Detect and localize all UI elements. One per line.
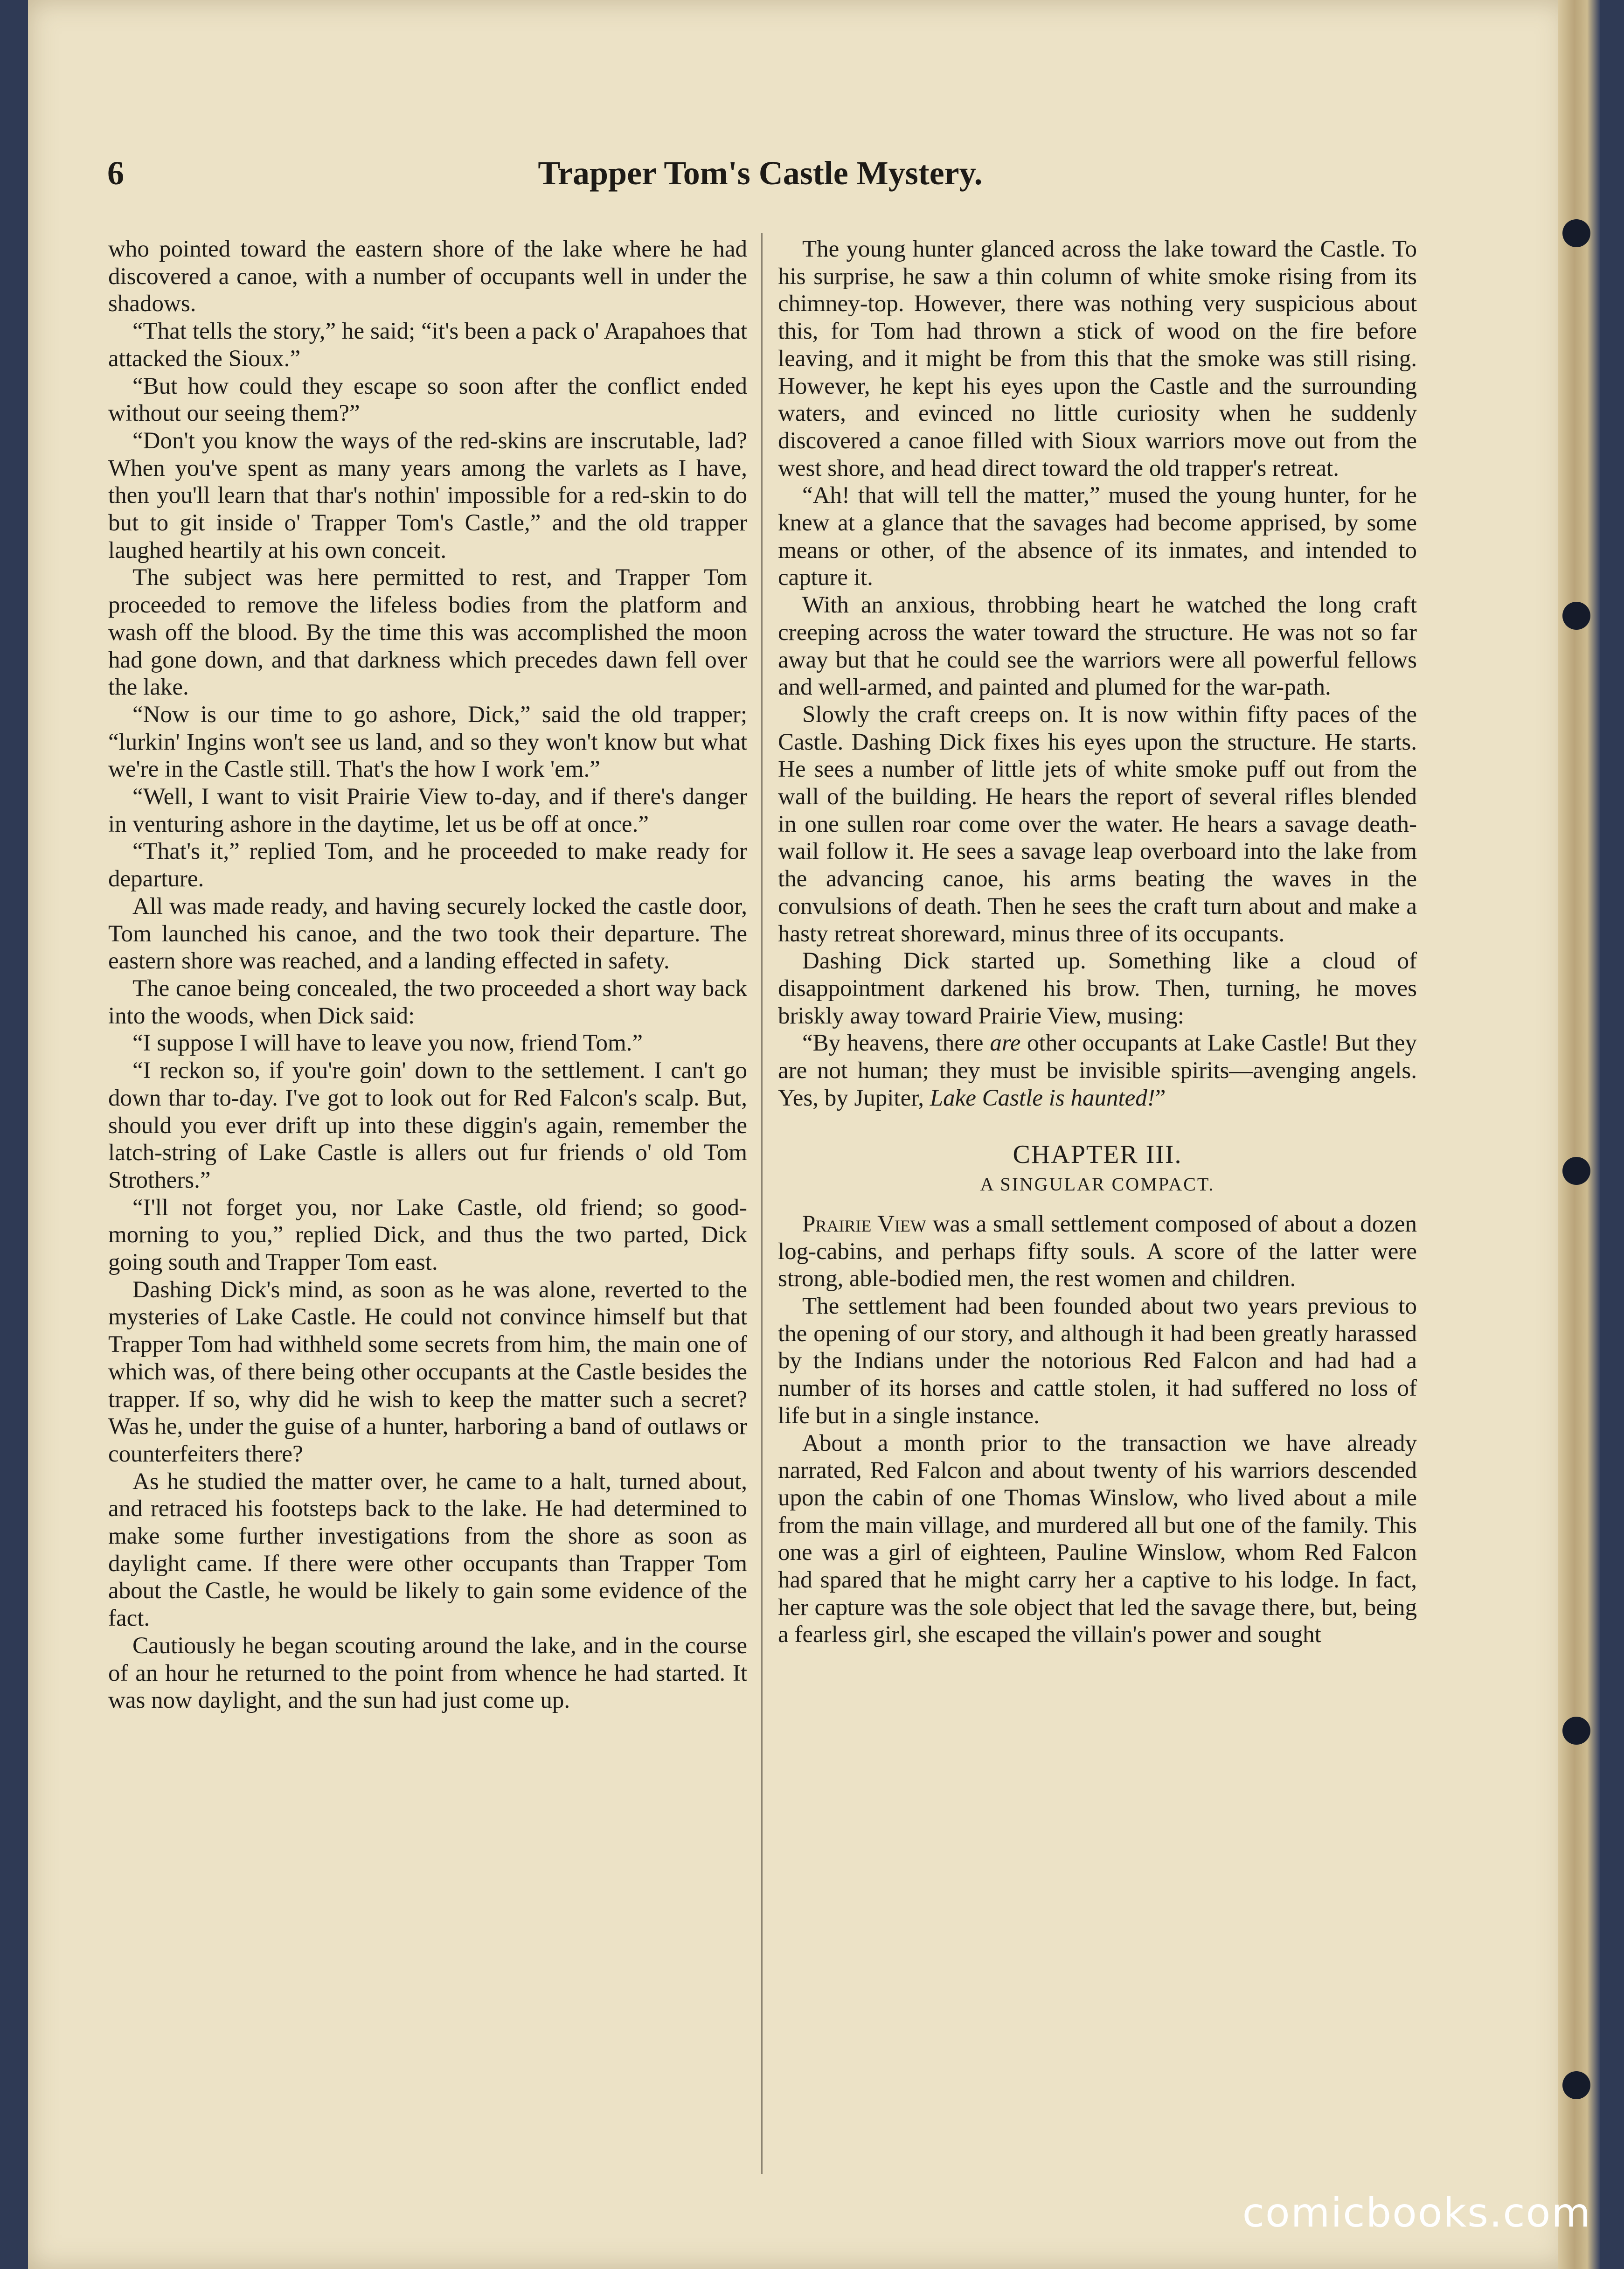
paragraph: Dashing Dick's mind, as soon as he was alone, reverted to the mysteries of Lake Castle. He could not convince himself but that Trapper Tom had withheld some secrets from him, the main one of which was, of there being other occupants at the Castle besides the trapper. If so, why did he wish to keep the matter such a secret? Was he, under the guise of a hunter, harboring a band of outlaws or counterfeiters there?	[108, 1276, 747, 1467]
paragraph: “That tells the story,” he said; “it's been a pack o' Arapahoes that attacked the Sioux.”	[108, 318, 747, 372]
watermark: comicbooks.com	[1242, 2190, 1591, 2236]
chapter-subtitle: A SINGULAR COMPACT.	[980, 1174, 1215, 1195]
paragraph: “That's it,” replied Tom, and he proceeded to make ready for departure.	[108, 838, 747, 892]
stitch-hole	[1562, 602, 1590, 630]
paragraph: “I suppose I will have to leave you now, friend Tom.”	[132, 1030, 643, 1057]
chapter-lead-words: Prairie View	[802, 1211, 926, 1237]
stitch-hole	[1562, 219, 1590, 247]
paragraph: Dashing Dick started up. Something like a cloud of disappointment darkened his brow. Then, turning, he moves briskly away toward Prairie View, musing:	[778, 948, 1417, 1029]
paragraph: The settlement had been founded about two years previous to the opening of our story, and although it had been greatly harassed by the Indians under the notorious Red Falcon and had had a number of its horses and cattle stolen, it had suffered no loss of life but in a single instance.	[778, 1293, 1417, 1429]
stitch-hole	[1562, 1717, 1590, 1745]
chapter-opening-text: was a small settlement composed of about a dozen log-cabins, and perhaps fifty souls. A score of the latter were strong, able-bodied men, the rest women and children.	[778, 1211, 1417, 1292]
paragraph: The subject was here permitted to rest, and Trapper Tom proceeded to remove the lifeless bodies from the platform and wash off the blood. By the time this was accomplished the moon had gone down, and that darkness which precedes dawn fell over the lake.	[108, 564, 747, 701]
paragraph: As he studied the matter over, he came to a halt, turned about, and retraced his footsteps back to the lake. He had determined to make some further investigations from the shore as soon as daylight came. If there were other occupants than Trapper Tom about the Castle, he would be likely to gain some evidence of the fact.	[108, 1468, 747, 1632]
page-header	[107, 145, 1413, 210]
paragraph: Slowly the craft creeps on. It is now within fifty paces of the Castle. Dashing Dick fixes his eyes upon the structure. He starts. He sees a number of little jets of white smoke puff out from the wall of the building. He hears the report of several rifles blended in one sullen roar come over the water. He hears a savage death-wail follow it. He sees a savage leap overboard into the lake from the advancing canoe, his arms beating the waves in the convulsions of death. Then he sees the craft turn about and make a hasty retreat shoreward, minus three of its occupants.	[778, 701, 1417, 947]
column-divider	[761, 233, 763, 2174]
paragraph: About a month prior to the transaction we have already narrated, Red Falcon and about twenty of his warriors descended upon the cabin of one Thomas Winslow, who lived about a mile from the main village, and murdered all but one of the family. This one was a girl of eighteen, Pauline Winslow, whom Red Falcon had spared that he might carry her a captive to his lodge. In fact, her capture was the sole object that led the savage there, but, being a fearless girl, she escaped the villain's power and sought	[778, 1430, 1417, 1648]
page-number: 6	[107, 154, 124, 192]
paragraph: “Now is our time to go ashore, Dick,” said the old trapper; “lurkin' Ingins won't see us land, and so they won't know but what we're in the Castle still. That's the how I work 'em.”	[108, 701, 747, 783]
paragraph: “Don't you know the ways of the red-skins are inscrutable, lad? When you've spent as many years among the varlets as I have, then you'll learn that thar's nothin' impossible for a red-skin to do but to git inside o' Trapper Tom's Castle,” and the old trapper laughed heartily at his own conceit.	[108, 427, 747, 564]
quote-text: “By heavens, there	[802, 1030, 990, 1057]
paragraph: The young hunter glanced across the lake toward the Castle. To his surprise, he saw a thin column of white smoke rising from its chimney-top. However, there was nothing very suspicious about this, for Tom had thrown a stick of wood on the fire before leaving, and it might be from this that the smoke was still rising. However, he kept his eyes upon the Castle and the surrounding waters, and evinced no little curiosity when he suddenly discovered a canoe filled with Sioux warriors move out from the west shore, and head direct toward the old trapper's retreat.	[778, 236, 1417, 481]
paragraph: “Ah! that will tell the matter,” mused the young hunter, for he knew at a glance that the savages had become apprised, by some means or other, of the absence of its inmates, and intended to capture it.	[778, 482, 1417, 591]
paragraph: who pointed toward the eastern shore of the lake where he had discovered a canoe, with a number of occupants well in under the shadows.	[108, 236, 747, 317]
quote-emphasis: are	[990, 1030, 1021, 1057]
chapter-heading: CHAPTER III.	[1013, 1140, 1182, 1169]
paragraph: “I reckon so, if you're goin' down to the settlement. I can't go down thar to-day. I've got to look out for Red Falcon's scalp. But, should you ever drift up into these diggin's again, remember the latch-string of Lake Castle is allers out fur friends o' old Tom Strothers.”	[108, 1058, 747, 1193]
running-title: Trapper Tom's Castle Mystery.	[538, 154, 983, 192]
paragraph: “I'll not forget you, nor Lake Castle, old friend; so good-morning to you,” replied Dick, and thus the two parted, Dick going south and Trapper Tom east.	[108, 1194, 747, 1276]
paragraph: “Well, I want to visit Prairie View to-day, and if there's danger in venturing ashore in the daytime, let us be off at once.”	[108, 784, 747, 837]
paragraph: With an anxious, throbbing heart he watched the long craft creeping across the water toward the structure. He was not so far away but that he could see the warriors were all powerful fellows and well-armed, and painted and plumed for the war-path.	[778, 592, 1417, 701]
right-column	[778, 236, 1417, 2209]
quote-text: other occupants at Lake Castle! But they are not human; they must be invisible spirits—avenging angels. Yes, by Jupiter,	[778, 1030, 1417, 1111]
chapter-opening-paragraph	[778, 1211, 1417, 1293]
paragraph: The canoe being concealed, the two proceeded a short way back into the woods, when Dick said:	[108, 975, 747, 1029]
binding-stitches	[1548, 0, 1604, 2269]
quote-emphasis: Lake Castle is haunted!	[930, 1085, 1155, 1111]
stitch-hole	[1562, 2071, 1590, 2099]
left-column	[108, 236, 747, 2209]
paragraph: All was made ready, and having securely locked the castle door, Tom launched his canoe, and the two took their departure. The eastern shore was reached, and a landing effected in safety.	[108, 893, 747, 974]
paragraph: “But how could they escape so soon after the conflict ended without our seeing them?”	[108, 373, 747, 427]
quote-text: ”	[1155, 1085, 1166, 1111]
paragraph: Cautiously he began scouting around the lake, and in the course of an hour he returned to the point from whence he had started. It was now daylight, and the sun had just come up.	[108, 1632, 747, 1714]
stitch-hole	[1562, 1157, 1590, 1185]
closing-quote-paragraph	[778, 1030, 1417, 1112]
